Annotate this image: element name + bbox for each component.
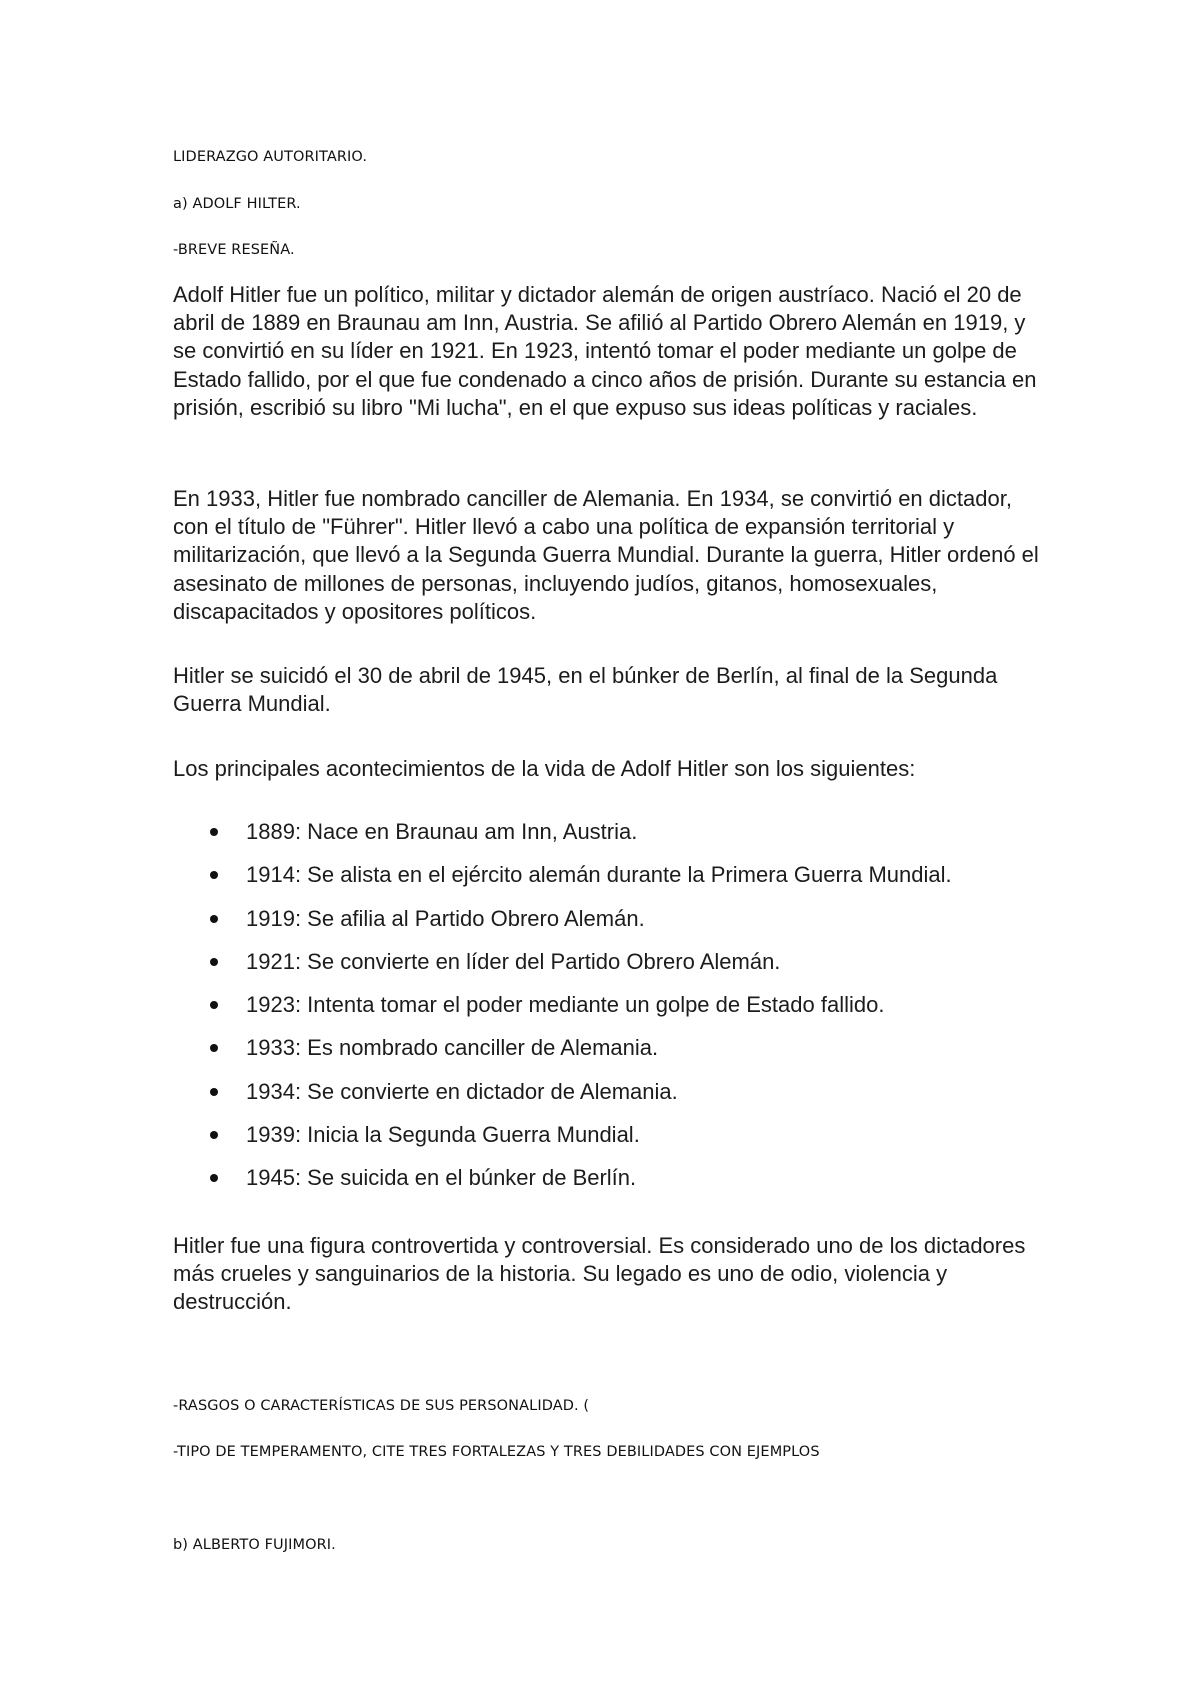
bullet-icon: [210, 1174, 218, 1182]
paragraph-legacy: Hitler fue una figura controvertida y controversial. Es considerado uno de los dictadores más crueles y sanguinarios de la historia. Su legado es uno de odio, violencia y destrucción.: [173, 1233, 1026, 1315]
paragraph-events-intro: Los principales acontecimientos de la vida de Adolf Hitler son los siguientes:: [173, 756, 916, 781]
subheading-rasgos: -RASGOS O CARACTERÍSTICAS DE SUS PERSONALIDAD. (: [173, 1398, 590, 1414]
subheading-breve-resena: -BREVE RESEÑA.: [173, 242, 295, 258]
paragraph-biography: Adolf Hitler fue un político, militar y dictador alemán de origen austríaco. Nació el 20 de abril de 1889 en Braunau am Inn, Austria. Se afilió al Partido Obrero Alemán en 1919, y se convirtió en su líder en 1921. En 1923, intentó tomar el poder mediante un golpe de Estado fallido, por el que fue condenado a cinco años de prisión. Durante su estancia en prisión, escribió su libro "Mi lucha", en el que expuso sus ideas políticas y raciales.: [173, 282, 1037, 420]
bullet-icon: [210, 1001, 218, 1009]
bullet-icon: [210, 871, 218, 879]
bullet-icon: [210, 915, 218, 923]
document-title: LIDERAZGO AUTORITARIO.: [173, 149, 368, 165]
paragraph-death: Hitler se suicidó el 30 de abril de 1945, en el búnker de Berlín, al final de la Segunda Guerra Mundial.: [173, 663, 998, 717]
bullet-icon: [210, 1044, 218, 1052]
section-heading-b: b) ALBERTO FUJIMORI.: [173, 1537, 336, 1553]
bullet-icon: [210, 958, 218, 966]
bullet-icon: [210, 828, 218, 836]
section-heading-a: a) ADOLF HILTER.: [173, 196, 301, 212]
paragraph-dictatorship: En 1933, Hitler fue nombrado canciller de Alemania. En 1934, se convirtió en dictador, con el título de "Führer". Hitler llevó a cabo una política de expansión territorial y militarización, que llevó a la Segunda Guerra Mundial. Durante la guerra, Hitler ordenó el asesinato de millones de personas, incluyendo judíos, gitanos, homosexuales, discapacitados y opositores políticos.: [173, 486, 1039, 624]
document-page: LIDERAZGO AUTORITARIO. a) ADOLF HILTER. -BREVE RESEÑA. Adolf Hitler fue un político, militar y dictador alemán de origen austríaco. Nació el 20 de abril de 1889 en Braunau am Inn, Austria. Se afilió al Partido Obrero Alemán en 1919, y se convirtió en su líder en 1921. En 1923, intentó tomar el poder mediante un golpe de Estado fallido, por el que fue condenado a cinco años de prisión. Durante su estancia en prisión, escribió su libro "Mi lucha", en el que expuso sus ideas políticas y raciales. En 1933, Hitler fue nombrado canciller de Alemania. En 1934, se convirtió en dictador, con el título de "Führer". Hitler llevó a cabo una política de expansión territorial y militarización, que llevó a la Segunda Guerra Mundial. Durante la guerra, Hitler ordenó el asesinato de millones de personas, incluyendo judíos, gitanos, homosexuales, discapacitados y opositores políticos. Hitler se suicidó el 30 de abril de 1945, en el búnker de Berlín, al final de la Segunda Guerra Mundial. Los principales acontecimientos de la vida de Adolf Hitler son los siguientes: 1889: Nace en Braunau am Inn, Austria. 1914: Se alista en el ejército alemán durante la Primera Guerra Mundial. 1919: Se afilia al Partido Obrero Alemán. 1921: Se convierte en líder del Partido Obrero Alemán. 1923: Intenta tomar el poder mediante un golpe de Estado fallido. 1933: Es nombrado canciller de Alemania. 1934: Se convierte en dictador de Alemania. 1939: Inicia la Segunda Guerra Mundial. 1945: Se suicida en el búnker de Berlín. Hitler fue una figura controvertida y controversial. Es considerado uno de los dictadores más crueles y sanguinarios de la historia. Su legado es uno de odio, violencia y destrucción. -RASGOS O CARACTERÍSTICAS DE SUS PERSONALIDAD. ( -TIPO DE TEMPERAMENTO, CITE TRES FORTALEZAS Y TRES DEBILIDADES CON EJEMPLOS b) ALBERTO FUJIMORI.: [0, 0, 1200, 1698]
bullet-icon: [210, 1088, 218, 1096]
bullet-icon: [210, 1131, 218, 1139]
subheading-tipo-temperamento: -TIPO DE TEMPERAMENTO, CITE TRES FORTALEZAS Y TRES DEBILIDADES CON EJEMPLOS: [173, 1444, 820, 1460]
